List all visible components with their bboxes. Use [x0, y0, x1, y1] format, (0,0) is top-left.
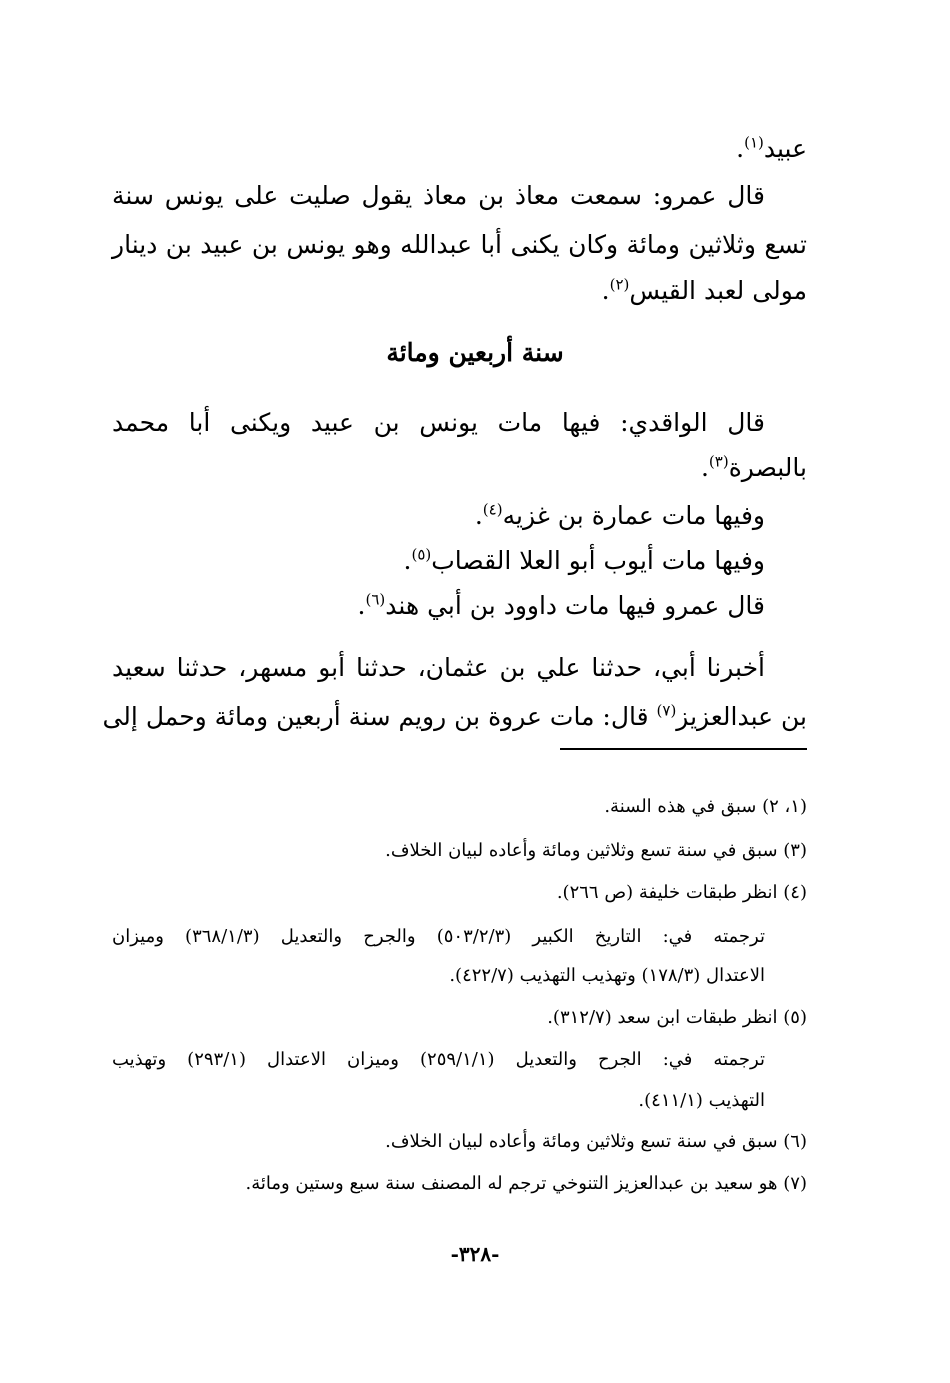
line-end: .: [357, 591, 366, 620]
line-text: قال عمرو فيها مات داوود بن أبي هند: [385, 591, 765, 620]
footnote-7: (٧) هو سعيد بن عبدالعزيز التنوخي ترجم له المصنف سنة سبع وستين ومائة.: [245, 1173, 807, 1194]
footnote-4-line-3: الاعتدال (١٧٨/٣) وتهذيب التهذيب (٤٢٢/٧).: [449, 965, 765, 986]
body-line-3: تسع وثلاثين ومائة وكان يكنى أبا عبدالله وهو يونس بن عبيد بن دينار: [112, 230, 807, 259]
body-line-1: [736, 133, 807, 163]
footnote-ref: (٧): [656, 701, 677, 720]
footnote-ref: (٦): [365, 590, 386, 609]
body-line-2: قال عمرو: سمعت معاذ بن معاذ يقول صليت على يونس سنة: [112, 181, 765, 210]
body-line-6: [700, 452, 807, 482]
body-line-7: [474, 500, 765, 530]
footnote-4: (٤) انظر طبقات خليفة (ص ٢٦٦).: [556, 882, 807, 903]
page-number: -٣٢٨-: [450, 1242, 500, 1266]
line-end: .: [474, 501, 483, 530]
line-text: بالبصرة: [728, 453, 807, 482]
footnote-ref: (٥): [411, 545, 432, 564]
line-end: .: [403, 546, 412, 575]
line-end: .: [700, 453, 709, 482]
body-line-9: [357, 590, 765, 620]
line-rest: قال: مات عروة بن رويم سنة أربعين ومائة وحمل إلى: [102, 702, 657, 731]
footnote-5-line-3: التهذيب (٤١١/١).: [638, 1090, 765, 1111]
line-text: وفيها مات أيوب أبو العلا القصاب: [431, 546, 765, 575]
footnote-separator: [560, 748, 807, 750]
footnote-ref: (٤): [482, 500, 503, 519]
line-end: .: [736, 134, 745, 163]
line-text: عبيد: [763, 134, 807, 163]
body-line-8: [403, 545, 765, 575]
footnote-ref: (٣): [708, 452, 729, 471]
footnote-5: (٥) انظر طبقات ابن سعد (٣١٢/٧).: [547, 1007, 807, 1028]
body-line-10: أخبرنا أبي، حدثنا علي بن عثمان، حدثنا أبو مسهر، حدثنا سعيد: [112, 653, 765, 682]
footnote-1: (١، ٢) سبق في هذه السنة.: [604, 796, 807, 817]
body-line-11: [102, 701, 807, 731]
line-text: وفيها مات عمارة بن غزيه: [502, 501, 765, 530]
section-heading: سنة أربعين ومائة: [386, 338, 564, 367]
body-line-5: قال الواقدي: فيها مات يونس بن عبيد ويكنى أبا محمد: [112, 408, 765, 437]
footnote-ref: (١): [744, 133, 764, 152]
line-end: .: [601, 276, 610, 305]
footnote-5-line-2: ترجمته في: الجرح والتعديل (٢٥٩/١/١) وميزان الاعتدال (٢٩٣/١) وتهذيب: [112, 1049, 765, 1070]
body-line-4: [601, 275, 807, 305]
footnote-3: (٣) سبق في سنة تسع وثلاثين ومائة وأعاده لبيان الخلاف.: [385, 840, 807, 861]
footnote-ref: (٢): [609, 275, 630, 294]
footnote-6: (٦) سبق في سنة تسع وثلاثين ومائة وأعاده لبيان الخلاف.: [385, 1131, 807, 1152]
footnote-4-line-2: ترجمته في: التاريخ الكبير (٥٠٣/٢/٣) والجرح والتعديل (٣٦٨/١/٣) وميزان: [112, 926, 765, 947]
line-text: بن عبدالعزيز: [676, 702, 807, 731]
line-text: مولى لعبد القيس: [629, 276, 807, 305]
